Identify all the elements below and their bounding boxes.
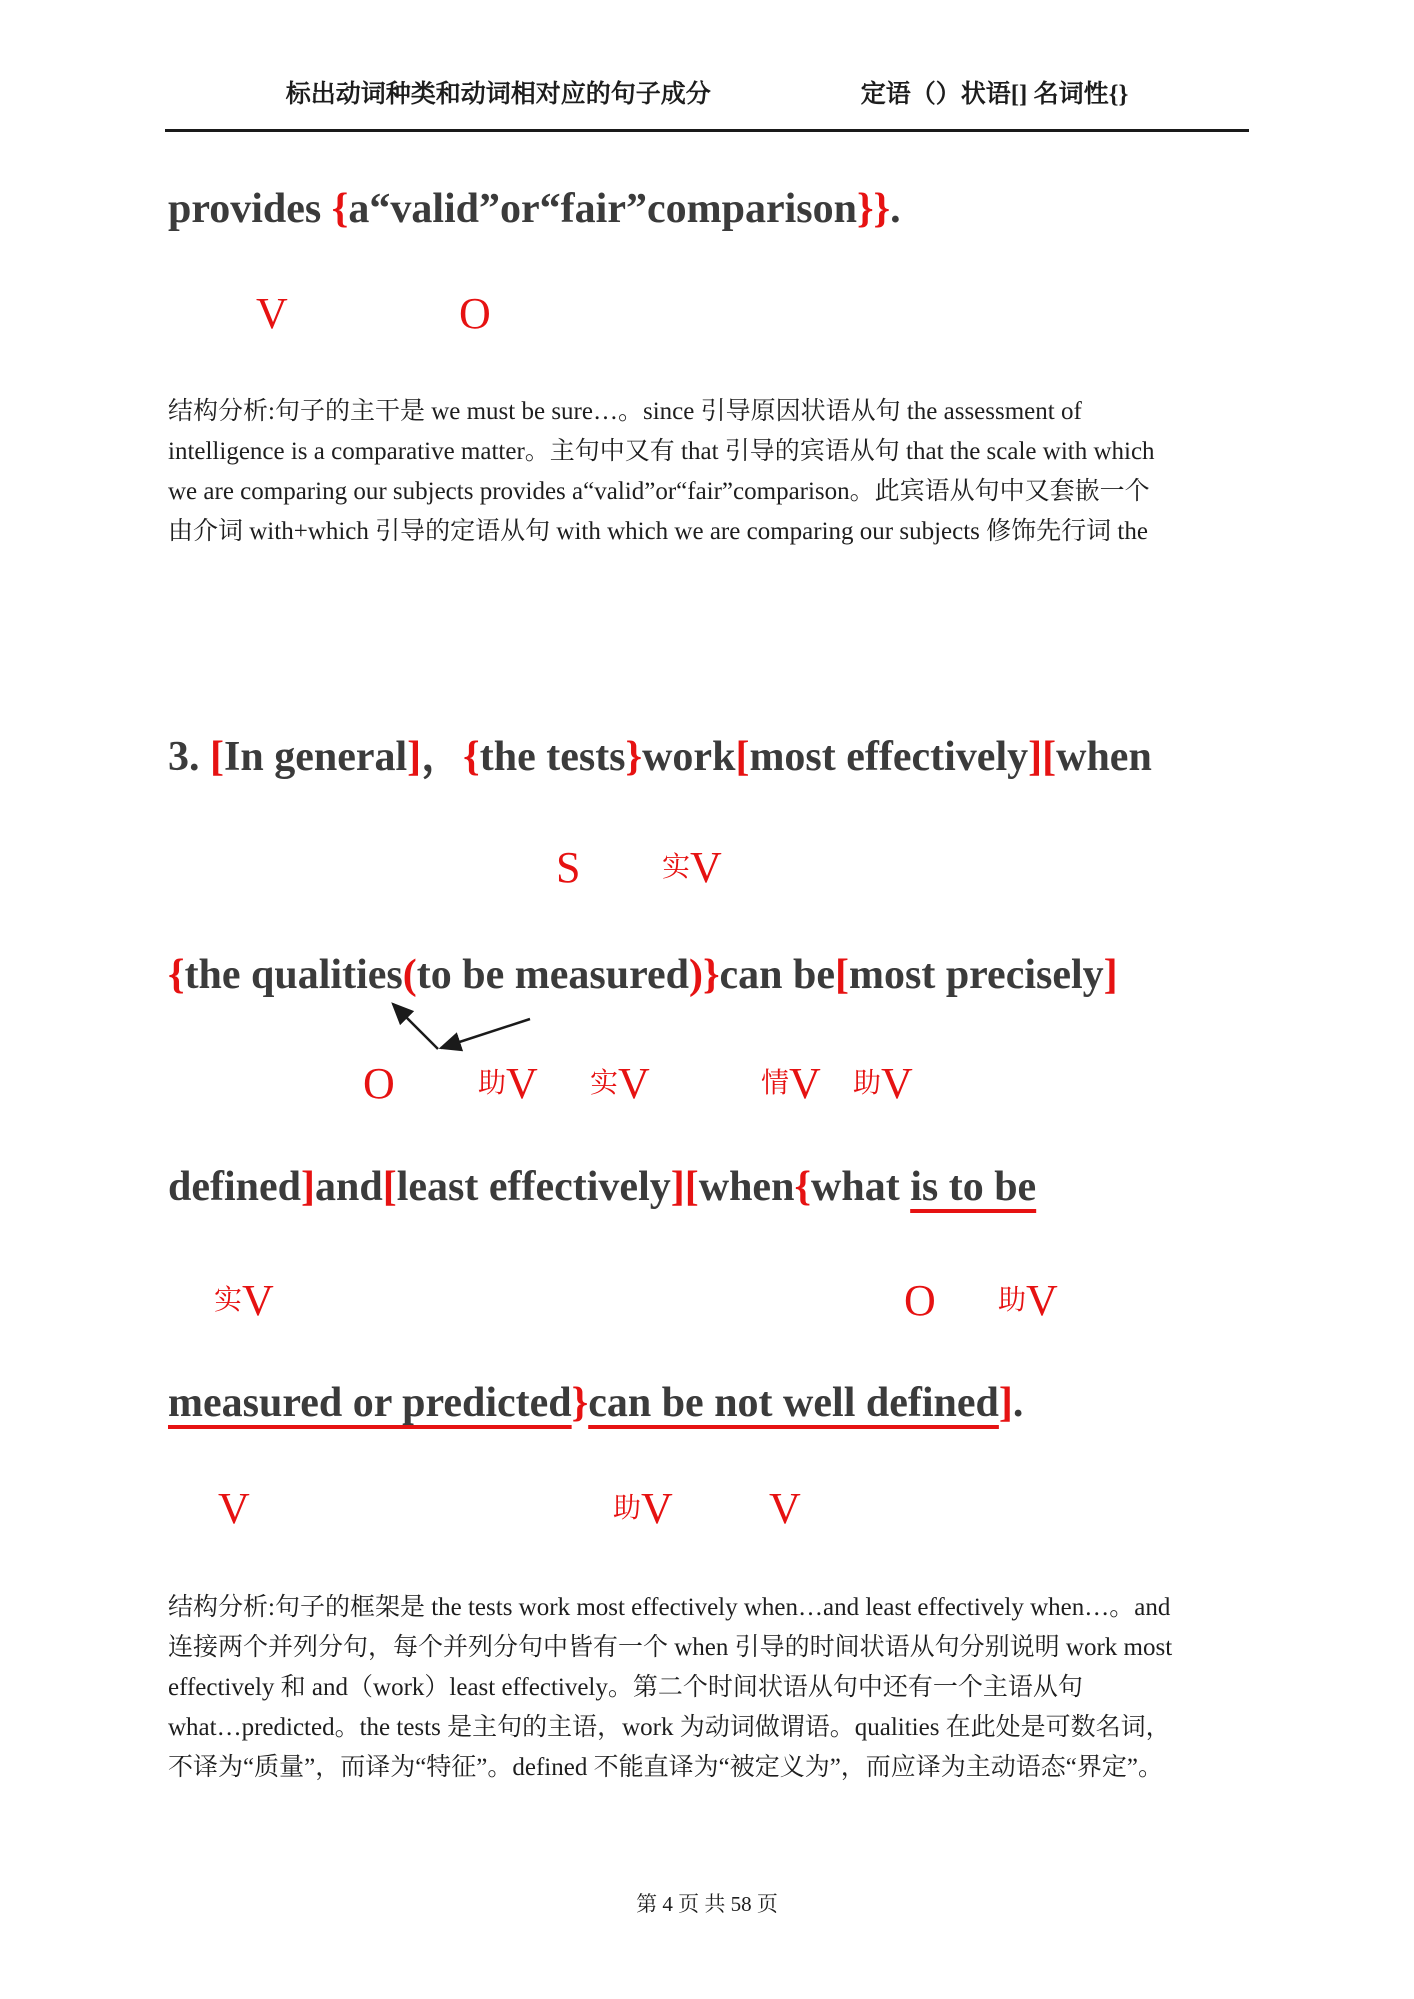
red-bracket: {	[463, 734, 480, 780]
red-bracket: {	[794, 1164, 811, 1210]
text-segment: a“valid”or“fair”comparison	[348, 186, 857, 232]
structure-analysis-1	[168, 392, 1250, 592]
text-segment: work	[642, 734, 736, 780]
label-cn: 助	[853, 1068, 882, 1099]
sentence-measured	[168, 1378, 1023, 1428]
label-notional-verb	[214, 1275, 274, 1326]
label-letter: O	[363, 1059, 395, 1108]
label-notional-verb	[590, 1058, 650, 1109]
red-bracket: [	[835, 952, 849, 998]
text-segment: defined	[168, 1164, 302, 1210]
text-segment: the qualities	[184, 952, 403, 998]
label-letter: V	[218, 1484, 250, 1533]
analysis-line: intelligence is a comparative matter。主句中又有 that 引导的宾语从句 that the scale with which	[168, 438, 1155, 465]
label-letter: V	[690, 843, 722, 892]
label-auxiliary-verb	[613, 1483, 673, 1534]
sentence-defined	[168, 1162, 1036, 1212]
label-letter: V	[618, 1059, 650, 1108]
red-bracket: {	[331, 186, 349, 232]
label-letter: V	[256, 289, 288, 338]
label-auxiliary-verb	[853, 1058, 913, 1109]
analysis-line: effectively 和 and（work）least effectively。第二个时间状语从句中还有一个主语从句	[168, 1674, 1083, 1701]
text-segment: the tests	[479, 734, 626, 780]
label-letter: V	[242, 1276, 274, 1325]
text-segment: what	[811, 1164, 911, 1210]
text-segment: In general	[224, 734, 408, 780]
label-letter: V	[769, 1484, 801, 1533]
label-cn: 实	[662, 852, 691, 883]
structure-analysis-2	[168, 1588, 1250, 1788]
red-bracket: [	[382, 1164, 397, 1210]
label-object	[363, 1058, 395, 1109]
red-bracket: }	[625, 734, 643, 780]
text-segment: and	[315, 1164, 383, 1210]
header-left-text: 标出动词种类和动词相对应的句子成分	[285, 81, 711, 108]
sentence-3-heading	[168, 732, 1152, 782]
text-segment: measured or predicted	[168, 1380, 572, 1426]
sentence-1	[168, 184, 901, 234]
arrow-from-measured	[441, 1019, 530, 1048]
analysis-line: what…predicted。the tests 是主句的主语，work 为动词做谓语。qualities 在此处是可数名词，	[168, 1714, 1171, 1741]
text-segment: can be	[719, 952, 835, 998]
label-cn: 助	[998, 1285, 1027, 1316]
red-bracket: }	[571, 1380, 589, 1426]
label-cn: 情	[761, 1068, 790, 1099]
analysis-line	[168, 552, 1250, 592]
red-bracket: ]	[998, 1380, 1013, 1426]
label-letter: O	[904, 1276, 936, 1325]
label-verb	[256, 288, 288, 339]
red-bracket: ][	[1028, 734, 1057, 780]
label-modal-verb	[761, 1058, 821, 1109]
label-notional-verb	[662, 842, 722, 893]
page-header	[165, 74, 1249, 110]
label-verb	[218, 1483, 250, 1534]
text-segment: when	[698, 1164, 795, 1210]
label-letter: S	[556, 843, 581, 892]
red-bracket: ]	[301, 1164, 316, 1210]
label-auxiliary-verb	[478, 1058, 538, 1109]
label-object	[459, 288, 491, 339]
label-letter: V	[881, 1059, 913, 1108]
text-segment: can be not well defined	[588, 1380, 999, 1426]
analysis-line: 结构分析:句子的框架是 the tests work most effectively when…and least effectively when…。and	[168, 1594, 1171, 1621]
text-segment: to be measured	[416, 952, 689, 998]
text-segment: most precisely	[849, 952, 1104, 998]
text-segment: is to be	[910, 1164, 1037, 1210]
header-rule	[165, 129, 1249, 132]
red-bracket: ]	[407, 734, 422, 780]
label-object	[904, 1275, 936, 1326]
text-segment: least effectively	[396, 1164, 671, 1210]
label-cn: 助	[613, 1493, 642, 1524]
label-auxiliary-verb	[998, 1275, 1058, 1326]
label-subject	[556, 842, 580, 893]
label-letter: V	[789, 1059, 821, 1108]
label-letter: V	[506, 1059, 538, 1108]
red-bracket: }}	[856, 186, 891, 232]
red-bracket: )}	[688, 952, 720, 998]
red-bracket: [	[210, 734, 224, 780]
analysis-line: 连接两个并列分句，每个并列分句中皆有一个 when 引导的时间状语从句分别说明 work most	[168, 1634, 1173, 1661]
label-letter: V	[641, 1484, 673, 1533]
label-cn: 实	[590, 1068, 619, 1099]
header-right-text: 定语（）状语[] 名词性{}	[860, 81, 1129, 108]
text-segment: .	[1012, 1380, 1024, 1426]
label-cn: 助	[478, 1068, 507, 1099]
pointer-arrows	[365, 992, 545, 1062]
text-segment: most effectively	[749, 734, 1029, 780]
analysis-line: we are comparing our subjects provides a“valid”or“fair”comparison。此宾语从句中又套嵌一个	[168, 478, 1150, 505]
sentence-qualities	[168, 950, 1118, 1000]
label-letter: O	[459, 289, 491, 338]
text-segment: .	[890, 186, 901, 232]
red-bracket: [	[735, 734, 750, 780]
arrow-to-qualities	[393, 1004, 438, 1049]
label-cn: 实	[214, 1285, 243, 1316]
text-segment: provides	[168, 186, 332, 232]
analysis-line: 由介词 with+which 引导的定语从句 with which we are comparing our subjects 修饰先行词 the	[168, 518, 1148, 545]
page-number: 第 4 页 共 58 页	[636, 1892, 778, 1916]
label-verb	[769, 1483, 801, 1534]
analysis-line: 结构分析:句子的主干是 we must be sure…。since 引导原因状语从句 the assessment of	[168, 398, 1082, 425]
red-bracket: (	[402, 952, 417, 998]
red-bracket: ][	[670, 1164, 699, 1210]
text-segment: when	[1056, 734, 1152, 780]
label-letter: V	[1026, 1276, 1058, 1325]
analysis-line: 不译为“质量”，而译为“特征”。defined 不能直译为“被定义为”，而应译为主动语态“界定”。	[168, 1754, 1163, 1781]
red-bracket: {	[168, 952, 185, 998]
red-bracket: ]	[1103, 952, 1118, 998]
text-segment: ，	[421, 734, 464, 780]
text-segment: 3.	[168, 734, 210, 780]
